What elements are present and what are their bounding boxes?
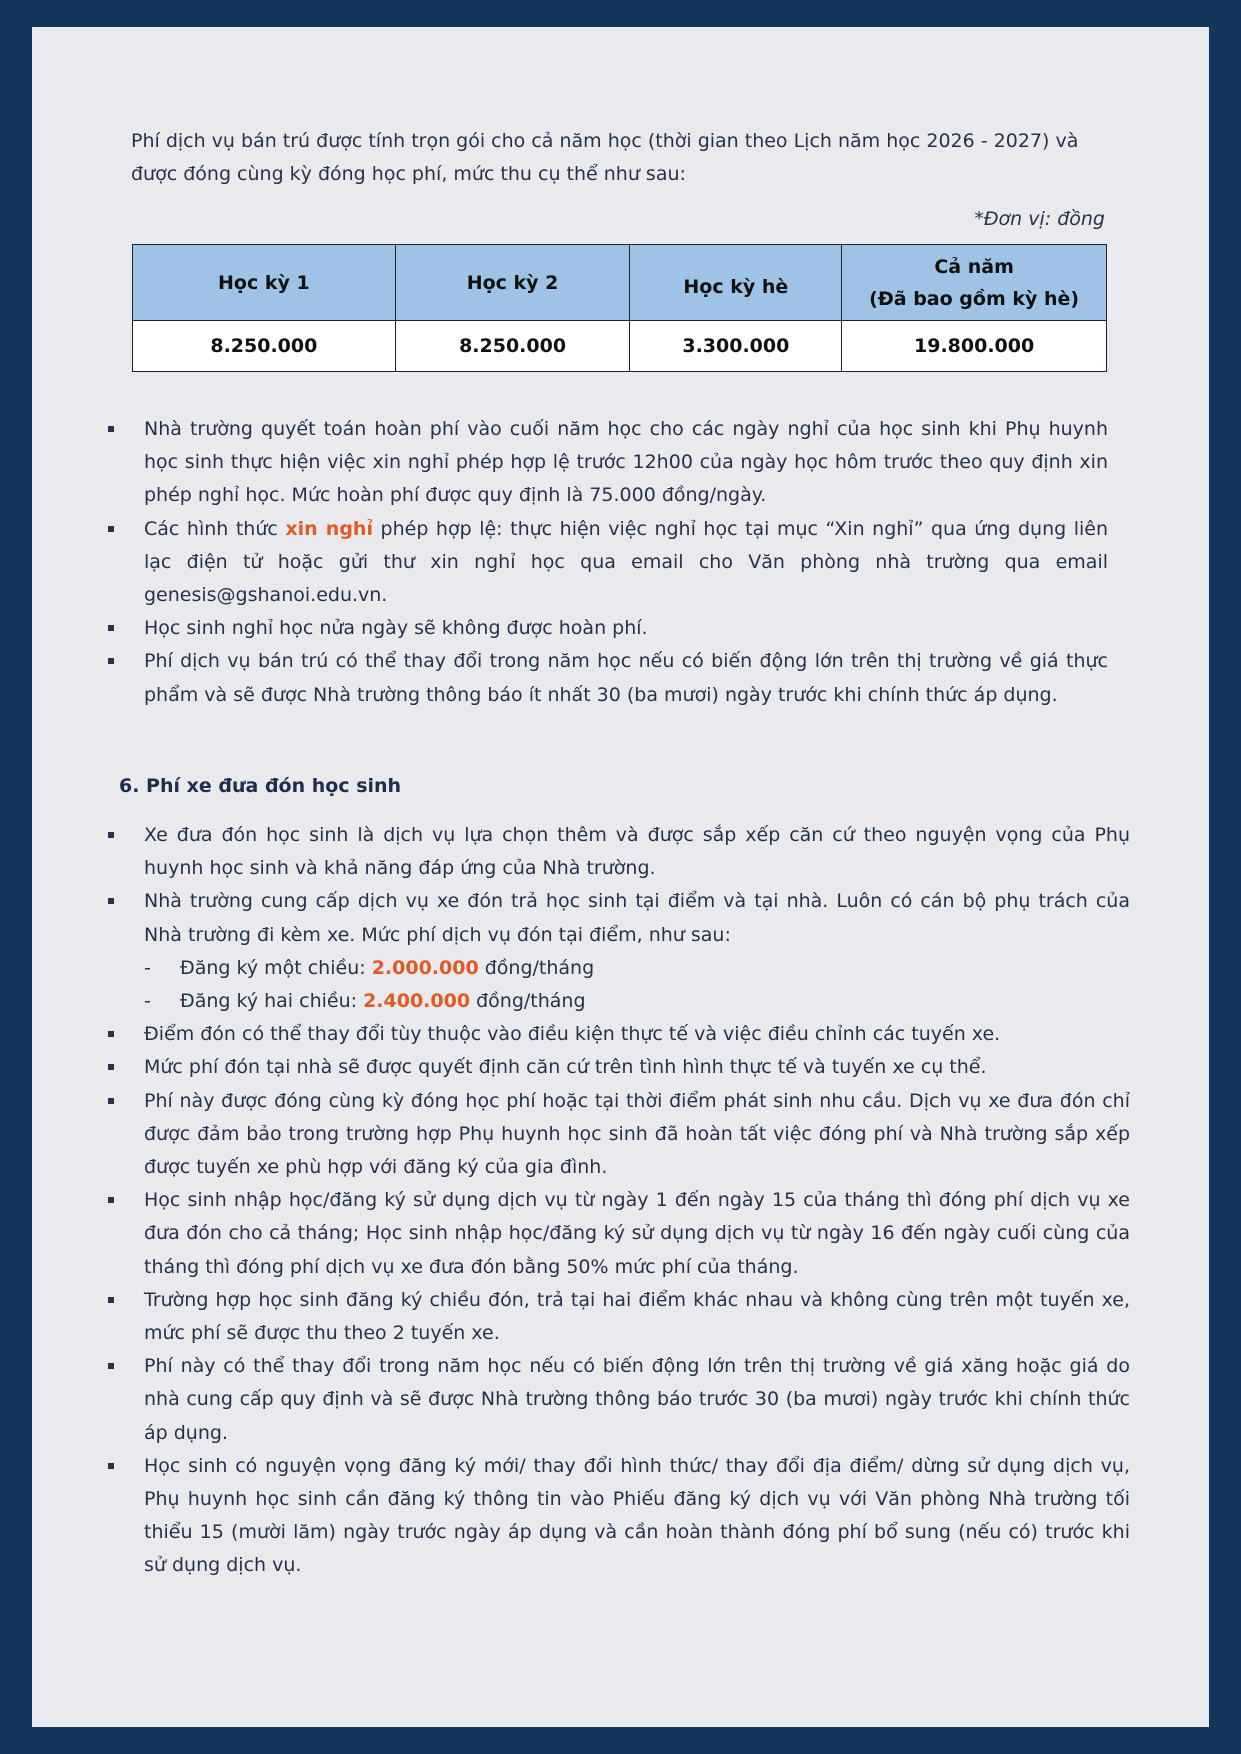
header-full-year-title: Cả năm <box>934 255 1014 278</box>
item-text: Các hình thức <box>144 517 286 540</box>
value-semester-2: 8.250.000 <box>395 321 630 372</box>
header-semester-1: Học kỳ 1 <box>133 245 396 321</box>
intro-paragraph: Phí dịch vụ bán trú được tính trọn gói cho cả năm học (thời gian theo Lịch năm học 2026 - 2027) và được đóng cùng kỳ đóng học phí, mức thu cụ thể như sau: <box>131 130 1079 185</box>
sub-item-two-way <box>144 985 1130 1018</box>
list-item <box>108 885 1130 1018</box>
meal-notes-list <box>108 413 1108 712</box>
price-one-way: 2.000.000 <box>371 956 479 979</box>
header-full-year <box>842 245 1107 321</box>
list-item: Trường hợp học sinh đăng ký chiều đón, trả tại hai điểm khác nhau và không cùng trên một tuyến xe, mức phí sẽ được thu theo 2 tuyến xe. <box>108 1284 1130 1350</box>
list-item: Học sinh nghỉ học nửa ngày sẽ không được hoàn phí. <box>108 612 1108 645</box>
list-item: Xe đưa đón học sinh là dịch vụ lựa chọn thêm và được sắp xếp căn cứ theo nguyện vọng của Phụ huynh học sinh và khả năng đáp ứng của Nhà trường. <box>108 819 1130 885</box>
document-page <box>32 27 1209 1727</box>
item-text: Nhà trường cung cấp dịch vụ xe đón trả học sinh tại điểm và tại nhà. Luôn có cán bộ phụ trách của Nhà trường đi kèm xe. Mức phí dịch vụ đón tại điểm, như sau: <box>144 890 1130 946</box>
dash-marker: - <box>144 990 151 1013</box>
item-text: phép hợp lệ: thực hiện việc nghỉ học tại mục “Xin nghỉ” qua ứng dụng liên lạc điện tử hoặc gửi thư xin nghỉ học qua email cho Văn phòng nhà trường qua email genesis@gshanoi.edu.vn. <box>144 517 1109 607</box>
price-two-way: 2.400.000 <box>363 990 471 1013</box>
fee-table-header-row <box>133 245 1107 321</box>
list-item: Phí này được đóng cùng kỳ đóng học phí hoặc tại thời điểm phát sinh nhu cầu. Dịch vụ xe đưa đón chỉ được đảm bảo trong trường hợp Phụ huynh học sinh đã hoàn tất việc đóng phí và Nhà trường sắp xếp được tuyến xe phù hợp với đăng ký của gia đình. <box>108 1085 1130 1185</box>
header-semester-2: Học kỳ 2 <box>395 245 630 321</box>
fee-table <box>132 244 1107 372</box>
sub-unit: đồng/tháng <box>470 990 586 1013</box>
sub-label: Đăng ký một chiều: <box>180 956 372 979</box>
fee-table-value-row <box>133 321 1107 372</box>
sub-item-one-way <box>144 952 1130 985</box>
bus-notes-list <box>108 819 1130 1583</box>
header-summer: Học kỳ hè <box>630 245 842 321</box>
list-item: Học sinh có nguyện vọng đăng ký mới/ thay đổi hình thức/ thay đổi địa điểm/ dừng sử dụng dịch vụ, Phụ huynh học sinh cần đăng ký thông tin vào Phiếu đăng ký dịch vụ với Văn phòng Nhà trường tối thiểu 15 (mười lăm) ngày trước ngày áp dụng và cần hoàn thành đóng phí bổ sung (nếu có) trước khi sử dụng dịch vụ. <box>108 1450 1130 1583</box>
list-item: Phí này có thể thay đổi trong năm học nếu có biến động lớn trên thị trường về giá xăng hoặc giá do nhà cung cấp quy định và sẽ được Nhà trường thông báo trước 30 (ba mươi) ngày trước khi chính thức áp dụng. <box>108 1350 1130 1450</box>
list-item <box>108 513 1108 613</box>
list-item: Nhà trường quyết toán hoàn phí vào cuối năm học cho các ngày nghỉ của học sinh khi Phụ huynh học sinh thực hiện việc xin nghỉ phép hợp lệ trước 12h00 của ngày học hôm trước theo quy định xin phép nghỉ học. Mức hoàn phí được quy định là 75.000 đồng/ngày. <box>108 413 1108 513</box>
list-item: Phí dịch vụ bán trú có thể thay đổi trong năm học nếu có biến động lớn trên thị trường về giá thực phẩm và sẽ được Nhà trường thông báo ít nhất 30 (ba mươi) ngày trước khi chính thức áp dụng. <box>108 645 1108 711</box>
unit-note: *Đơn vị: đồng <box>974 208 1105 230</box>
value-summer: 3.300.000 <box>630 321 842 372</box>
section-heading-bus: 6. Phí xe đưa đón học sinh <box>119 775 402 797</box>
list-item: Mức phí đón tại nhà sẽ được quyết định căn cứ trên tình hình thực tế và tuyến xe cụ thể. <box>108 1051 1130 1084</box>
dash-marker: - <box>144 956 151 979</box>
value-semester-1: 8.250.000 <box>133 321 396 372</box>
highlight-text: xin nghỉ <box>285 517 373 540</box>
list-item: Học sinh nhập học/đăng ký sử dụng dịch vụ từ ngày 1 đến ngày 15 của tháng thì đóng phí dịch vụ xe đưa đón cho cả tháng; Học sinh nhập học/đăng ký sử dụng dịch vụ từ ngày 16 đến ngày cuối cùng của tháng thì đóng phí dịch vụ xe đưa đón bằng 50% mức phí của tháng. <box>108 1184 1130 1284</box>
sub-unit: đồng/tháng <box>478 956 595 979</box>
sub-label: Đăng ký hai chiều: <box>180 990 364 1013</box>
value-full-year: 19.800.000 <box>842 321 1107 372</box>
list-item: Điểm đón có thể thay đổi tùy thuộc vào điều kiện thực tế và việc điều chỉnh các tuyến xe. <box>108 1018 1130 1051</box>
header-full-year-note: (Đã bao gồm kỳ hè) <box>869 287 1080 310</box>
